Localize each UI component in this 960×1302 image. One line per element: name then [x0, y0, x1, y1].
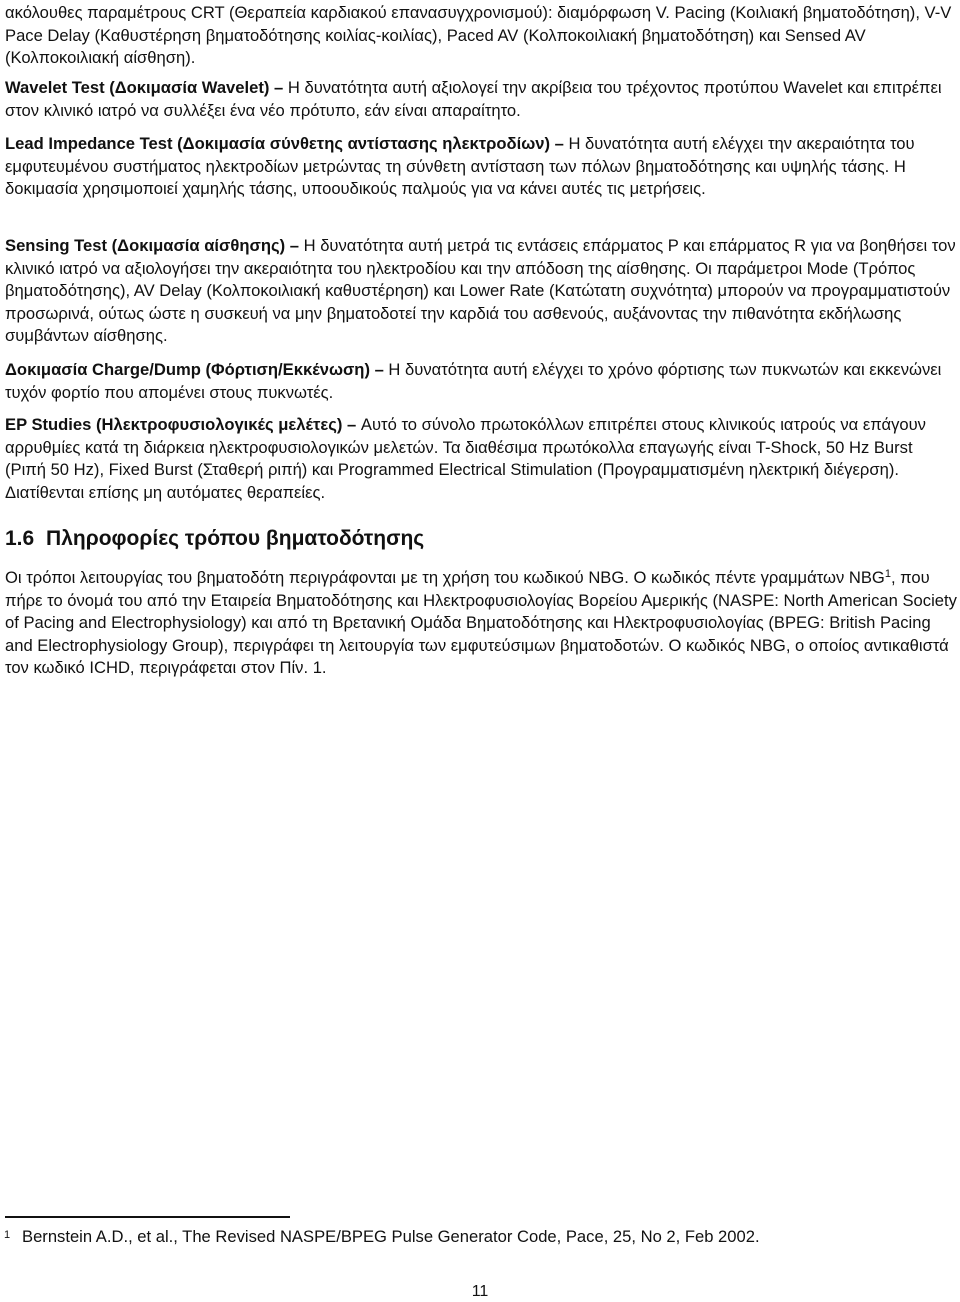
- nbg-text-after: , που πήρε το όνομά του από την Εταιρεία Βηματοδότησης και Ηλεκτροφυσιολογίας Βορείου Αμερικής (NASPE: North American Society of Pacing and Electrophysiology) και από τη Βρετανική Ομάδα Βηματοδότησης και Ηλεκτροφυσιολογίας (BPEG: British Pacing and Electrophysiology Group), περιγράφει τη λειτουργία των εμφυτεύσιμων βηματοδοτών. Ο κωδικός NBG, ο οποίος αντικαθιστά τον κωδικό ICHD, περιγράφεται στον Πίν. 1.: [5, 568, 957, 677]
- footnote-reference[interactable]: 1: [884, 568, 891, 580]
- intro-paragraph: [5, 2, 957, 70]
- lead-impedance-paragraph: [5, 133, 957, 201]
- page-number: 11: [471, 1283, 489, 1300]
- ep-studies-term: EP Studies (Ηλεκτροφυσιολογικές μελέτες) –: [5, 415, 357, 434]
- sensing-test-text: Η δυνατότητα αυτή μετρά τις εντάσεις επάρματος P και επάρματος R για να βοηθήσει τον κλινικό ιατρό να αξιολογήσει την ακεραιότητα του ηλεκτροδίου και την απόδοση της αίσθησης. Οι παράμετροι Mode (Τρόπος βηματοδότησης), AV Delay (Κολποκοιλιακή καθυστέρηση) και Lower Rate (Κατώτατη συχνότητα) μπορούν να προγραμματιστούν προσωρινά, ούτως ώστε η συσκευή να μην βηματοδοτεί την καρδιά του ασθενούς, αυξάνοντας την πιθανότητα εκδήλωσης συμβάντων αίσθησης.: [5, 236, 956, 345]
- charge-dump-text: Η δυνατότητα αυτή ελέγχει το χρόνο φόρτισης των πυκνωτών και εκκενώνει τυχόν φορτίο που απομένει στους πυκνωτές.: [5, 360, 942, 402]
- section-title: Πληροφορίες τρόπου βηματοδότησης: [46, 527, 425, 550]
- ep-studies-text: Αυτό το σύνολο πρωτοκόλλων επιτρέπει στους κλινικούς ιατρούς να επάγουν αρρυθμίες κατά τη διάρκεια ηλεκτροφυσιολογικών μελετών. Τα διαθέσιμα πρωτόκολλα επαγωγής είναι T-Shock, 50 Hz Burst (Ριπή 50 Hz), Fixed Burst (Σταθερή ριπή) και Programmed Electrical Stimulation (Προγραμματισμένη ηλεκτρική διέγερση). Διατίθενται επίσης μη αυτόματες θεραπείες.: [5, 415, 926, 502]
- section-number: 1.6: [5, 527, 35, 550]
- intro-text: ακόλουθες παραμέτρους CRT (Θεραπεία καρδιακού επανασυγχρονισμού): διαμόρφωση V. Pacing (Κοιλιακή βηματοδότηση), V-V Pace Delay (Καθυστέρηση βηματοδότησης κοιλίας-κοιλίας), Paced AV (Κολποκοιλιακή βηματοδότηση) και Sensed AV (Κολποκοιλιακή αίσθηση).: [5, 3, 952, 67]
- nbg-paragraph: [5, 567, 957, 680]
- sensing-test-term: Sensing Test (Δοκιμασία αίσθησης) –: [5, 236, 299, 255]
- section-heading: [5, 525, 424, 553]
- footnote: [4, 1226, 760, 1248]
- footnote-number: 1: [4, 1229, 11, 1241]
- wavelet-test-text: Η δυνατότητα αυτή αξιολογεί την ακρίβεια του τρέχοντος προτύπου Wavelet και επιτρέπει στον κλινικό ιατρό να συλλέξει ένα νέο πρότυπο, εάν είναι απαραίτητο.: [5, 78, 942, 120]
- nbg-text-before: Οι τρόποι λειτουργίας του βηματοδότη περιγράφονται με τη χρήση του κωδικού NBG. Ο κωδικός πέντε γραμμάτων NBG: [5, 568, 885, 587]
- charge-dump-paragraph: [5, 359, 957, 404]
- lead-impedance-term: Lead Impedance Test (Δοκιμασία σύνθετης αντίστασης ηλεκτροδίων) –: [5, 134, 564, 153]
- wavelet-test-term: Wavelet Test (Δοκιμασία Wavelet) –: [5, 78, 284, 97]
- lead-impedance-text: Η δυνατότητα αυτή ελέγχει την ακεραιότητα του εμφυτευμένου συστήματος ηλεκτροδίων μετρώντας τη σύνθετη αντίσταση των πόλων βηματοδότησης και υψηλής τάσης. Η δοκιμασία χρησιμοποιεί χαμηλής τάσης, υποουδικούς παλμούς για να κάνει αυτές τις μετρήσεις.: [5, 134, 915, 198]
- ep-studies-paragraph: [5, 414, 957, 504]
- sensing-test-paragraph: [5, 235, 957, 348]
- wavelet-test-paragraph: [5, 77, 957, 122]
- footnote-text: Bernstein A.D., et al., The Revised NASPE/BPEG Pulse Generator Code, Pace, 25, No 2, Feb 2002.: [22, 1227, 760, 1246]
- footnote-divider: [5, 1216, 290, 1218]
- charge-dump-term: Δοκιμασία Charge/Dump (Φόρτιση/Εκκένωση) –: [5, 360, 384, 379]
